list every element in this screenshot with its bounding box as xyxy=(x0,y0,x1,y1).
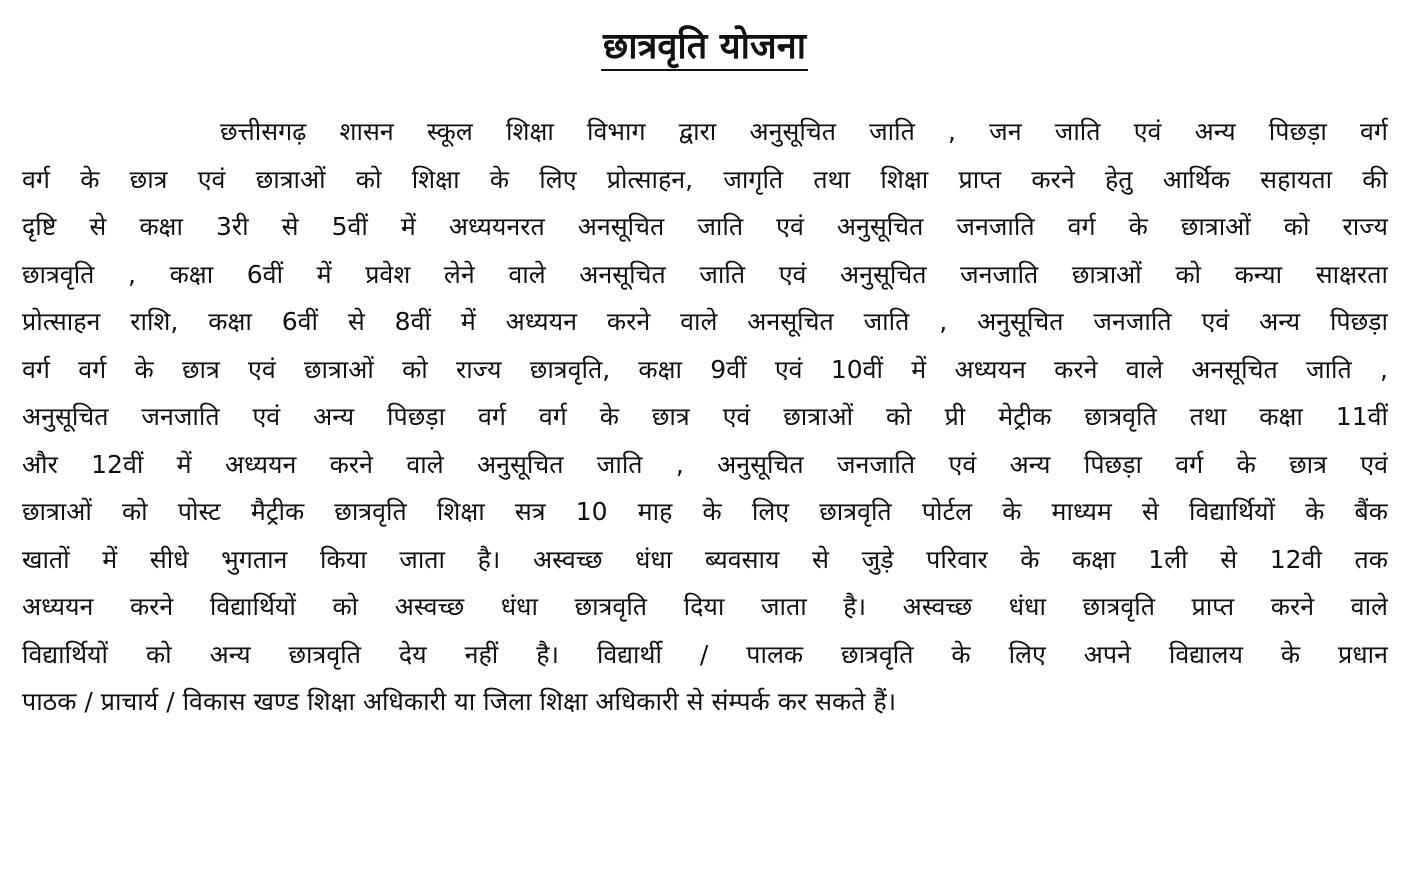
paragraph-line: दृष्टि से कक्षा 3री से 5वीं में अध्ययनरत अनसूचित जाति एवं अनुसूचित जनजाति वर्ग के छात्राओं को राज्य xyxy=(22,212,1388,241)
paragraph-line: अनुसूचित जनजाति एवं अन्य पिछड़ा वर्ग वर्ग के छात्र एवं छात्राओं को प्री मेट्रीक छात्रवृति तथा कक्षा 11वीं xyxy=(22,402,1388,431)
page-title-text: छात्रवृति योजना xyxy=(601,26,808,71)
paragraph-line: छत्तीसगढ़ शासन स्कूल शिक्षा विभाग द्वारा अनुसूचित जाति , जन जाति एवं अन्य पिछड़ा वर्ग xyxy=(220,117,1388,146)
paragraph-line: छात्राओं को पोस्ट मैट्रीक छात्रवृति शिक्षा सत्र 10 माह के लिए छात्रवृति पोर्टल के माध्यम से विद्यार्थियों के बैंक xyxy=(22,497,1388,526)
paragraph-line: विद्यार्थियों को अन्य छात्रवृति देय नहीं है। विद्यार्थी / पालक छात्रवृति के लिए अपने विद्यालय के प्रधान xyxy=(22,639,1388,669)
body-paragraph xyxy=(22,108,1388,726)
paragraph-line: छात्रवृति , कक्षा 6वीं में प्रवेश लेने वाले अनसूचित जाति एवं अनुसूचित जनजाति छात्राओं को कन्या साक्षरता xyxy=(22,259,1388,289)
paragraph-line: अध्ययन करने विद्यार्थियों को अस्वच्छ धंधा छात्रवृति दिया जाता है। अस्वच्छ धंधा छात्रवृति प्राप्त करने वाले xyxy=(22,592,1388,621)
paragraph-line: खातों में सीधे भुगतान किया जाता है। अस्वच्छ धंधा ब्यवसाय से जुड़े परिवार के कक्षा 1ली से 12वी तक xyxy=(22,544,1388,574)
paragraph-line: वर्ग वर्ग के छात्र एवं छात्राओं को राज्य छात्रवृति, कक्षा 9वीं एवं 10वीं में अध्ययन करने वाले अनसूचित जाति , xyxy=(22,354,1388,384)
paragraph-line: वर्ग के छात्र एवं छात्राओं को शिक्षा के लिए प्रोत्साहन, जागृति तथा शिक्षा प्राप्त करने हेतु आर्थिक सहायता की xyxy=(22,164,1388,194)
page-title xyxy=(0,22,1409,72)
paragraph-line: प्रोत्साहन राशि, कक्षा 6वीं से 8वीं में अध्ययन करने वाले अनसूचित जाति , अनुसूचित जनजाति एवं अन्य पिछड़ा xyxy=(22,307,1388,336)
paragraph-line: और 12वीं में अध्ययन करने वाले अनुसूचित जाति , अनुसूचित जनजाति एवं अन्य पिछड़ा वर्ग के छात्र एवं xyxy=(22,449,1388,479)
paragraph-line: पाठक / प्राचार्य / विकास खण्ड शिक्षा अधिकारी या जिला शिक्षा अधिकारी से संम्पर्क कर सकते हैं। xyxy=(22,687,897,716)
